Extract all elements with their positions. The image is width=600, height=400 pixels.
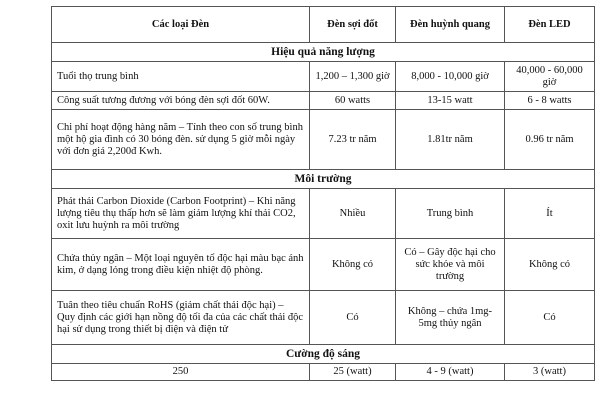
cell-fluorescent: Có – Gây độc hại cho sức khỏe và môi trường: [396, 239, 505, 291]
cell-fluorescent: 4 - 9 (watt): [396, 364, 505, 381]
row-label: Chi phí hoạt động hàng năm – Tính theo con số trung bình một hộ gia đình có 30 bóng đèn. sử dụng 5 giờ mỗi ngày với đơn giá 2,200đ Kwh.: [52, 110, 310, 170]
comparison-table: [51, 6, 595, 381]
table-row: [52, 291, 595, 345]
table-row: [52, 189, 595, 239]
table-row: [52, 364, 595, 381]
cell-incandescent: Không có: [310, 239, 396, 291]
table-row: [52, 62, 595, 92]
cell-incandescent: Có: [310, 291, 396, 345]
section-row: [52, 170, 595, 189]
header-fluorescent: Đèn huỳnh quang: [396, 7, 505, 43]
row-label: Phát thải Carbon Dioxide (Carbon Footprint) – Khi năng lượng tiêu thụ thấp hơn sẽ làm giảm lượng khí thải CO2, oxit lưu huỳnh ra môi trường: [52, 189, 310, 239]
header-lamp-types: Các loại Đèn: [52, 7, 310, 43]
section-row: [52, 43, 595, 62]
header-led: Đèn LED: [505, 7, 595, 43]
cell-led: 40,000 - 60,000 giờ: [505, 62, 595, 92]
row-label: Công suất tương đương với bóng đèn sợi đốt 60W.: [52, 92, 310, 110]
cell-incandescent: 25 (watt): [310, 364, 396, 381]
section-row: [52, 345, 595, 364]
section-title-energy: Hiệu quả năng lượng: [52, 43, 595, 62]
cell-incandescent: 7.23 tr năm: [310, 110, 396, 170]
cell-led: 0.96 tr năm: [505, 110, 595, 170]
table-row: [52, 92, 595, 110]
cell-fluorescent: 13-15 watt: [396, 92, 505, 110]
row-label: Chứa thủy ngân – Một loại nguyên tố độc hại màu bạc ánh kim, ở dạng lỏng trong điều kiện nhiệt độ phòng.: [52, 239, 310, 291]
cell-led: Ít: [505, 189, 595, 239]
row-label: Tuổi thọ trung bình: [52, 62, 310, 92]
cell-fluorescent: 8,000 - 10,000 giờ: [396, 62, 505, 92]
cell-fluorescent: Trung bình: [396, 189, 505, 239]
cell-incandescent: Nhiều: [310, 189, 396, 239]
header-incandescent: Đèn sợi đốt: [310, 7, 396, 43]
row-label: Tuân theo tiêu chuẩn RoHS (giảm chất thải độc hại) – Quy định các giới hạn nồng độ tối đa của các chất thải độc hại sử dụng trong thiết bị điện và điện tử: [52, 291, 310, 345]
section-title-environment: Môi trường: [52, 170, 595, 189]
row-label: 250: [52, 364, 310, 381]
cell-incandescent: 1,200 – 1,300 giờ: [310, 62, 396, 92]
cell-led: Không có: [505, 239, 595, 291]
cell-fluorescent: Không – chứa 1mg-5mg thủy ngân: [396, 291, 505, 345]
header-row: [52, 7, 595, 43]
cell-incandescent: 60 watts: [310, 92, 396, 110]
cell-led: 6 - 8 watts: [505, 92, 595, 110]
table-row: [52, 110, 595, 170]
table-row: [52, 239, 595, 291]
cell-led: 3 (watt): [505, 364, 595, 381]
section-title-brightness: Cường độ sáng: [52, 345, 595, 364]
cell-led: Có: [505, 291, 595, 345]
cell-fluorescent: 1.81tr năm: [396, 110, 505, 170]
